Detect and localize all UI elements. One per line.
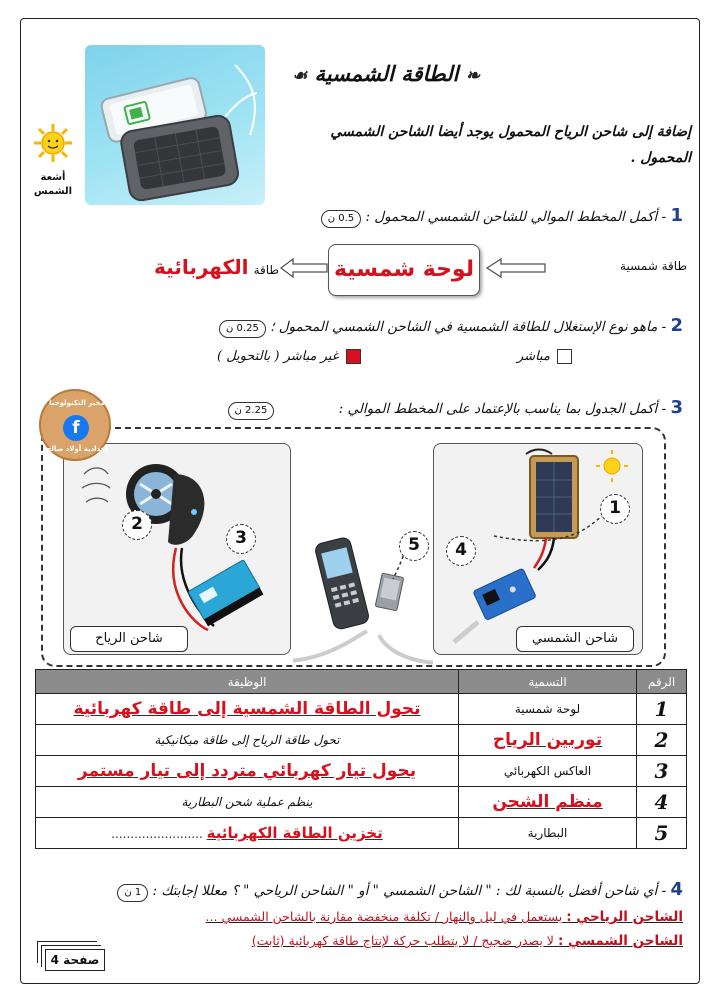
row-number: 5: [637, 818, 687, 849]
question-2: 2 - ماهو نوع الإستغلال للطاقة الشمسية في الشاحن الشمسي المحمول ؛ 0.25 ن: [181, 315, 683, 338]
row-name: لوحة شمسية: [459, 694, 637, 725]
question-3: 3 - أكمل الجدول بما يناسب بالإعتماد على المخطط الموالي : 2.25 ن: [181, 397, 683, 420]
page-number: صفحة 4: [45, 949, 105, 971]
row-number: 2: [637, 725, 687, 756]
question-2-score: 0.25 ن: [219, 320, 266, 338]
callout-4: 4: [446, 536, 476, 566]
row-name: العاكس الكهربائي: [459, 756, 637, 787]
header-function: الوظيفة: [36, 670, 459, 694]
wind-charger-label: شاحن الرياح: [70, 626, 188, 652]
callout-2: 2: [122, 510, 152, 540]
question-2-text: ماهو نوع الإستغلال للطاقة الشمسية في الشاحن الشمسي المحمول ؛: [270, 319, 658, 335]
option-indirect[interactable]: [217, 349, 361, 364]
callout-1: 1: [600, 494, 630, 524]
row-number: 1: [637, 694, 687, 725]
answer-solar-text: لا يصدر ضجيج / لا يتطلب حركة لإنتاج طاقة كهربائية (ثابت): [251, 933, 554, 948]
question-3-number: 3: [670, 397, 683, 418]
lab-badge: [39, 389, 111, 461]
solar-charger-label: شاحن الشمسي: [516, 626, 634, 652]
badge-bottom-text: إعدادية أولاد صالح: [46, 445, 108, 453]
row-function-answer: تخزين الطاقة الكهربائية: [206, 824, 383, 842]
question-4-score: 1 ن: [117, 884, 148, 902]
solar-panel-answer-box: لوحة شمسية: [328, 244, 480, 296]
answer-wind-text: يستعمل في ليل والنهار / تكلفة منخفضة مقارنة بالشاحن الشمسي ...: [205, 909, 563, 924]
table-row: [36, 694, 687, 725]
question-1-text: أكمل المخطط الموالي للشاحن الشمسي المحمول :: [365, 209, 658, 225]
row-name-answer: توربين الرياح: [492, 730, 603, 750]
callout-3: 3: [226, 524, 256, 554]
question-4-number: 4: [670, 879, 683, 900]
row-name-answer: منظم الشحن: [492, 792, 603, 812]
answer-solar-label: الشاحن الشمسي :: [557, 933, 683, 949]
facebook-icon: f: [63, 415, 89, 441]
header-name: التسمية: [459, 670, 637, 694]
output-energy-prefix: طاقة: [253, 263, 279, 277]
arrow-to-panel-icon: [485, 257, 547, 283]
header-number: الرقم: [637, 670, 687, 694]
answer-wind-label: الشاحن الرياحي :: [566, 909, 683, 925]
table-header-row: [36, 670, 687, 694]
solar-charger-illustration: [85, 45, 265, 205]
row-function: ينظم عملية شحن البطارية: [36, 787, 459, 818]
row-name: البطارية: [459, 818, 637, 849]
title-text: الطاقة الشمسية: [314, 61, 459, 86]
option-direct[interactable]: [517, 349, 572, 364]
table-row: [36, 725, 687, 756]
question-4: 4 - أي شاحن أفضل بالنسبة لك : " الشاحن الشمسي " أو " الشاحن الرياحي " ؟ معللا إجابتك : 1 ن: [35, 879, 683, 902]
option-indirect-label: غير مباشر ( بالتحويل ): [217, 349, 339, 364]
electrical-energy-output: [121, 255, 279, 279]
solar-charger-panel: [433, 443, 643, 655]
row-number: 3: [637, 756, 687, 787]
answer-wind-charger: [35, 909, 683, 925]
right-ornament-icon: ☙: [291, 66, 308, 86]
intro-text: إضافة إلى شاحن الرياح المحمول يوجد أيضا الشاحن الشمسي المحمول .: [330, 124, 691, 166]
row-function-answer: يحول تيار كهربائي متردد إلى تيار مستمر: [77, 761, 417, 781]
question-1-score: 0.5 ن: [321, 210, 361, 228]
answers-table: [35, 669, 687, 849]
table-row: [36, 756, 687, 787]
wind-charger-panel: [63, 443, 291, 655]
chargers-figure: [41, 427, 666, 667]
row-filler-dots: ........................: [111, 827, 203, 841]
wind-charger-drawing: [64, 444, 292, 656]
option-direct-label: مباشر: [517, 349, 550, 364]
sun-rays-label: أشعة الشمس: [33, 172, 73, 197]
row-number: 4: [637, 787, 687, 818]
callout-5: 5: [399, 531, 429, 561]
question-3-score: 2.25 ن: [228, 402, 275, 420]
sun-icon: [33, 123, 73, 163]
table-row: [36, 818, 687, 849]
row-function-answer: تحول الطاقة الشمسية إلى طاقة كهربائية: [73, 699, 421, 719]
arrow-to-output-icon: [279, 257, 329, 283]
solar-charger-photo: [85, 45, 265, 205]
question-1-number: 1: [670, 205, 683, 226]
row-function: تحول طاقة الرياح إلى طاقة ميكانيكية: [36, 725, 459, 756]
question-2-number: 2: [670, 315, 683, 336]
answer-solar-charger: [111, 933, 683, 949]
indirect-checkbox-checked[interactable]: [346, 349, 361, 364]
left-ornament-icon: ❧: [465, 66, 481, 86]
question-4-text: أي شاحن أفضل بالنسبة لك : " الشاحن الشمسي " أو " الشاحن الرياحي " ؟ معللا إجابتك :: [152, 883, 658, 899]
question-3-text: أكمل الجدول بما يناسب بالإعتماد على المخطط الموالي :: [338, 401, 658, 417]
table-row: [36, 787, 687, 818]
badge-top-text: مخبر التكنولوجيا: [49, 399, 105, 407]
worksheet-page: [20, 18, 700, 984]
page-title: [271, 61, 501, 86]
solar-energy-input-label: طاقة شمسية: [620, 259, 687, 273]
question-1: 1 - أكمل المخطط الموالي للشاحن الشمسي المحمول : 0.5 ن: [271, 205, 683, 228]
direct-checkbox[interactable]: [557, 349, 572, 364]
output-energy-answer: الكهربائية: [154, 255, 249, 279]
